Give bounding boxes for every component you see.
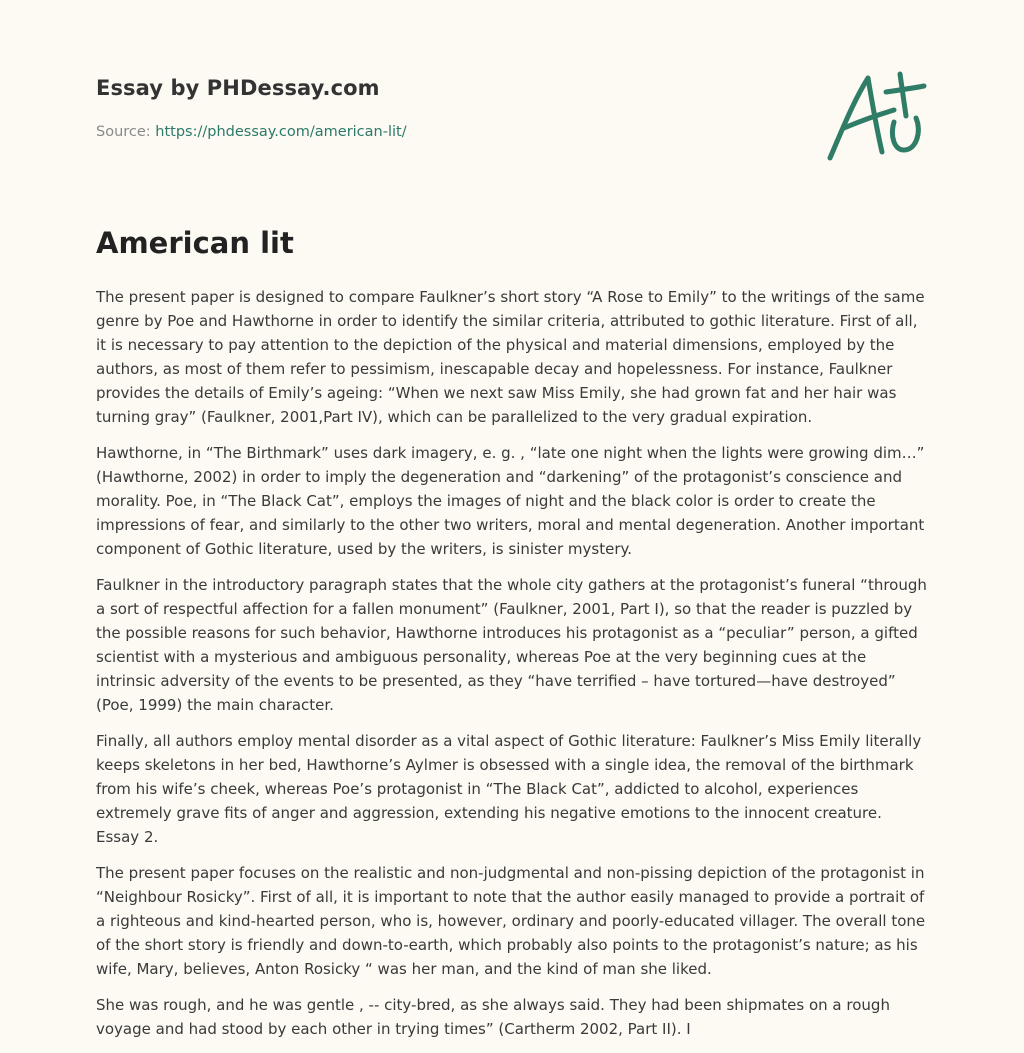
essay-paragraph: Faulkner in the introductory paragraph states that the whole city gathers at the protagonist’s funeral “through a sort of respectful affection for a fallen monument” (Faulkner, 2001, Part I), so that the reader is puzzled by the possible reasons for such behavior, Hawthorne introduces his protagonist as a “peculiar” person, a gifted scientist with a mysterious and ambiguous personality, whereas Poe at the very beginning cues at the intrinsic adversity of the events to be presented, as they “have terrified – have tortured—have destroyed” (Poe, 1999) the main character. xyxy=(96,576,927,714)
essay-paragraph: She was rough, and he was gentle , -- city-bred, as she always said. They had been shipmates on a rough voyage and had stood by each other in trying times” (Cartherm 2002, Part II). I xyxy=(96,996,890,1038)
site-brand-title: Essay by PHDessay.com xyxy=(96,76,380,100)
essay-body xyxy=(96,285,928,1053)
source-line xyxy=(96,124,407,140)
source-link[interactable]: https://phdessay.com/american-lit/ xyxy=(155,124,407,140)
essay-paragraph: The present paper focuses on the realistic and non-judgmental and non-pissing depiction of the protagonist in “Neighbour Rosicky”. First of all, it is important to note that the author easily managed to provide a portrait of a righteous and kind-hearted person, who is, however, ordinary and poorly-educated villager. The overall tone of the short story is friendly and down-to-earth, which probably also points to the protagonist’s nature; as his wife, Mary, believes, Anton Rosicky “ was her man, and the kind of man she liked. xyxy=(96,864,926,978)
source-label: Source: xyxy=(96,124,156,140)
essay-paragraph: Hawthorne, in “The Birthmark” uses dark imagery, e. g. , “late one night when the lights were growing dim…” (Hawthorne, 2002) in order to imply the degeneration and “darkening” of the protagonist’s conscience and morality. Poe, in “The Black Cat”, employs the images of night and the black color is order to create the impressions of fear, and similarly to the other two writers, moral and mental degeneration. Another important component of Gothic literature, used by the writers, is sinister mystery. xyxy=(96,444,925,558)
a-plus-logo-icon xyxy=(824,68,928,164)
essay-title: American lit xyxy=(96,226,294,260)
essay-paragraph: The present paper is designed to compare Faulkner’s short story “A Rose to Emily” to the writings of the same genre by Poe and Hawthorne in order to identify the similar criteria, attributed to gothic literature. First of all, it is necessary to pay attention to the depiction of the physical and material dimensions, employed by the authors, as most of them refer to pessimism, inescapable decay and hopelessness. For instance, Faulkner provides the details of Emily’s ageing: “When we next saw Miss Emily, she had grown fat and her hair was turning gray” (Faulkner, 2001,Part IV), which can be parallelized to the very gradual expiration. xyxy=(96,288,925,426)
essay-paragraph: Finally, all authors employ mental disorder as a vital aspect of Gothic literature: Faulkner’s Miss Emily literally keeps skeletons in her bed, Hawthorne’s Aylmer is obsessed with a single idea, the removal of the birthmark from his wife’s cheek, whereas Poe’s protagonist in “The Black Cat”, addicted to alcohol, experiences extremely grave fits of anger and aggression, extending his negative emotions to the innocent creature. Essay 2. xyxy=(96,732,922,846)
